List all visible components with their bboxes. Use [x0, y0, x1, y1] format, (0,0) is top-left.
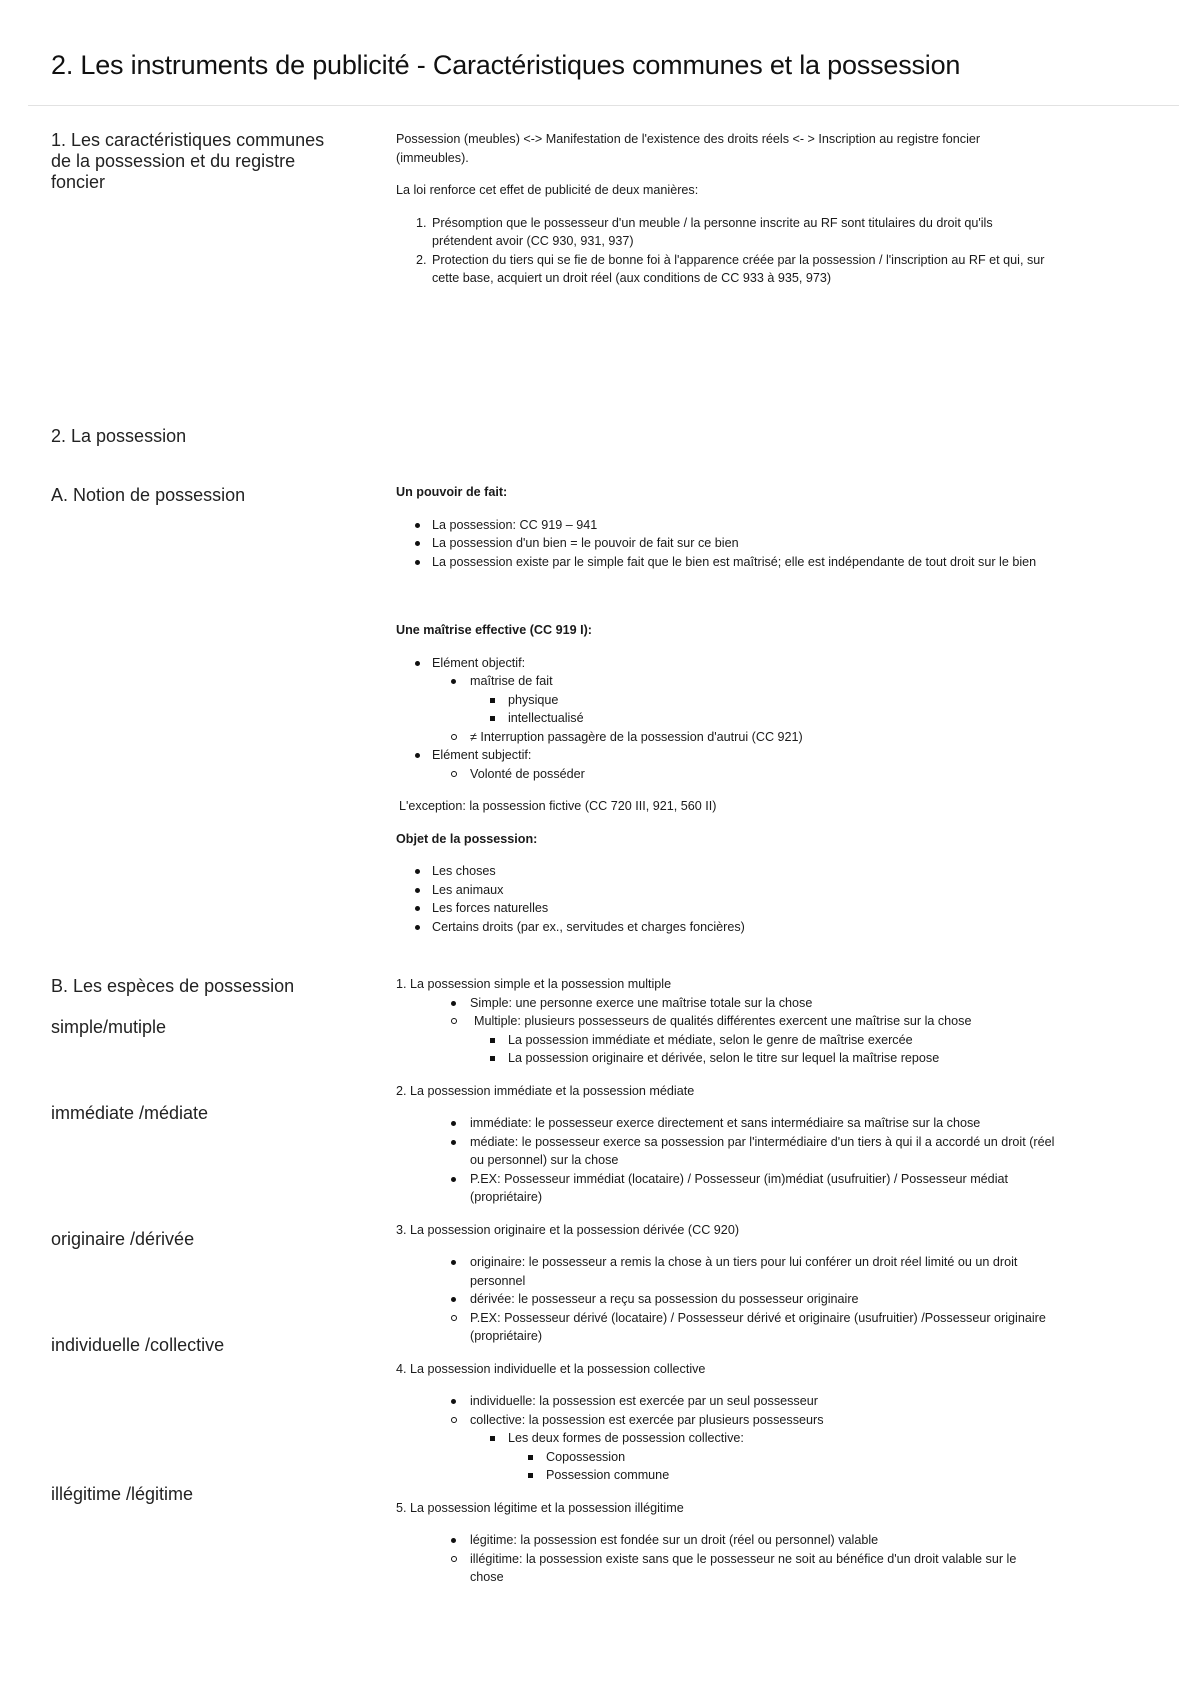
text-line: médiate: le possesseur exerce sa possession par l'intermédiaire d'un tiers à qui il a accordé un droit (réel	[470, 1134, 1055, 1149]
list-item-text: immédiate: le possesseur exerce directement et sans intermédiaire sa maîtrise sur la chose	[470, 1116, 981, 1130]
list-item	[396, 994, 1166, 1013]
list-item-text: Multiple: plusieurs possesseurs de qualités différentes exercent une maîtrise sur la chose	[474, 1014, 972, 1028]
list-item-text: La possession immédiate et médiate, selon le genre de maîtrise exercée	[508, 1032, 913, 1047]
list-item	[396, 1170, 1166, 1207]
kind-title: 1. La possession simple et la possession multiple	[396, 977, 672, 991]
square-bullet-icon	[490, 1436, 495, 1441]
list-item	[396, 1392, 1166, 1411]
bullet-icon	[415, 661, 420, 666]
list-item-text: individuelle: la possession est exercée par un seul possesseur	[470, 1394, 818, 1408]
list-item-text: légitime: la possession est fondée sur un droit (réel ou personnel) valable	[470, 1533, 879, 1547]
subheading-power: Un pouvoir de fait:	[396, 485, 508, 499]
list-item	[396, 516, 1166, 535]
list-item	[396, 1448, 1166, 1467]
list-item	[396, 728, 1166, 747]
bullet-icon	[415, 523, 420, 528]
list-number: 1.	[416, 215, 427, 230]
kind-title: 2. La possession immédiate et la possession médiate	[396, 1083, 695, 1098]
list-item-text: Copossession	[546, 1449, 626, 1464]
subheading-object: Objet de la possession:	[396, 831, 538, 846]
hollow-bullet-icon	[451, 771, 457, 777]
bullet-icon	[415, 888, 420, 893]
hollow-bullet-icon	[451, 1315, 457, 1321]
text-line: P.EX: Possesseur dérivé (locataire) / Possesseur dérivé et originaire (usufruitier) /Possesseur originaire	[470, 1310, 1046, 1325]
text-line: personnel	[470, 1273, 526, 1288]
section-heading-characteristics	[51, 130, 361, 193]
bullet-icon	[451, 1260, 456, 1265]
square-bullet-icon	[528, 1473, 533, 1478]
list-item-text: Les animaux	[432, 882, 504, 897]
list-item	[396, 654, 1166, 673]
list-item-text: Possession commune	[546, 1468, 670, 1482]
section-heading-notion: A. Notion de possession	[51, 485, 246, 505]
list-item	[396, 918, 1166, 937]
list-number: 2.	[416, 252, 427, 267]
kind-originaire-derivee	[396, 1221, 1166, 1346]
bullet-icon	[451, 1538, 456, 1543]
text-line: (propriétaire)	[470, 1190, 543, 1204]
kind-title: 5. La possession légitime et la possession illégitime	[396, 1500, 684, 1515]
paragraph-reinforcement: La loi renforce cet effet de publicité de deux manières:	[396, 183, 699, 197]
label-originaire-derivee: originaire /dérivée	[51, 1229, 195, 1249]
list-item-text: La possession originaire et dérivée, selon le titre sur lequel la maîtrise repose	[508, 1051, 940, 1065]
text-line: illégitime: la possession existe sans que le possesseur ne soit au bénéfice d'un droit valable sur le	[470, 1551, 1017, 1566]
list-item-text: Elément subjectif:	[432, 748, 532, 762]
bullet-icon	[415, 560, 420, 565]
section-body-notion	[396, 483, 1166, 936]
list-item-text: Volonté de posséder	[470, 766, 585, 781]
list-item-text: collective: la possession est exercée par plusieurs possesseurs	[470, 1412, 824, 1427]
list-item	[396, 553, 1166, 572]
list-item	[396, 691, 1166, 710]
label-illegitime-legitime: illégitime /légitime	[51, 1484, 194, 1504]
label-immediate-mediate: immédiate /médiate	[51, 1103, 209, 1123]
list-item	[396, 1290, 1166, 1309]
square-bullet-icon	[490, 1038, 495, 1043]
list-item-text: Certains droits (par ex., servitudes et charges foncières)	[432, 919, 745, 934]
list-item	[396, 1031, 1166, 1050]
paragraph-exception: L'exception: la possession fictive (CC 720 III, 921, 560 II)	[399, 799, 717, 813]
list-item-text: dérivée: le possesseur a reçu sa possession du possesseur originaire	[470, 1292, 859, 1306]
list-item	[396, 1466, 1166, 1485]
kind-title: 3. La possession originaire et la possession dérivée (CC 920)	[396, 1222, 740, 1237]
bullet-icon	[415, 541, 420, 546]
bullet-list-object	[396, 862, 1166, 936]
heading-line: de la possession et du registre	[51, 151, 296, 171]
bullet-icon	[451, 1001, 456, 1006]
text-line: chose	[470, 1570, 504, 1584]
list-item	[396, 534, 1166, 553]
list-item-text: physique	[508, 692, 559, 707]
section-body-characteristics	[396, 130, 1166, 288]
list-item-text: La possession existe par le simple fait que le bien est maîtrisé; elle est indépendante de tout droit sur le bien	[432, 554, 1037, 569]
bullet-icon	[451, 1140, 456, 1145]
list-item	[396, 1429, 1166, 1448]
list-item	[396, 1253, 1166, 1290]
list-item	[396, 1012, 1166, 1031]
numbered-list	[396, 214, 1166, 288]
section-heading-kinds: B. Les espèces de possession	[51, 976, 295, 996]
text-line: ou personnel) sur la chose	[470, 1153, 619, 1167]
square-bullet-icon	[528, 1455, 533, 1460]
list-item-text: Simple: une personne exerce une maîtrise totale sur la chose	[470, 995, 813, 1010]
list-item	[396, 1114, 1166, 1133]
bullet-list-power	[396, 516, 1166, 572]
text-line: prétendent avoir (CC 930, 931, 937)	[432, 234, 634, 248]
list-item-text: La possession: CC 919 – 941	[432, 517, 598, 532]
bullet-icon	[451, 679, 456, 684]
text-line: Protection du tiers qui se fie de bonne foi à l'apparence créée par la possession / l'inscription au RF et qui, sur	[432, 252, 1045, 267]
list-item	[396, 1550, 1166, 1587]
list-item-text: Les choses	[432, 864, 496, 878]
label-simple-multiple: simple/mutiple	[51, 1017, 167, 1037]
subheading-control: Une maîtrise effective (CC 919 I):	[396, 623, 592, 637]
bullet-icon	[415, 906, 420, 911]
page-title: 2. Les instruments de publicité - Caractéristiques communes et la possession	[51, 50, 961, 80]
list-item	[396, 862, 1166, 881]
hollow-bullet-icon	[451, 1417, 457, 1423]
list-item	[396, 1531, 1166, 1550]
list-item	[396, 672, 1166, 691]
bullet-icon	[451, 1177, 456, 1182]
bullet-icon	[415, 753, 420, 758]
list-item	[396, 1049, 1166, 1068]
text-line: originaire: le possesseur a remis la chose à un tiers pour lui conférer un droit réel limité ou un droit	[470, 1255, 1018, 1269]
list-item-text: ≠ Interruption passagère de la possession d'autrui (CC 921)	[470, 729, 803, 744]
heading-line: foncier	[51, 172, 106, 192]
list-item	[396, 899, 1166, 918]
title-divider	[28, 105, 1179, 106]
hollow-bullet-icon	[451, 1018, 457, 1024]
list-item-text: Elément objectif:	[432, 655, 526, 670]
kind-immediate-mediate	[396, 1082, 1166, 1207]
hollow-bullet-icon	[451, 1556, 457, 1562]
list-item-text: Les forces naturelles	[432, 901, 549, 915]
text-line: (immeubles).	[396, 150, 469, 165]
list-item-text: Les deux formes de possession collective:	[508, 1431, 744, 1445]
text-line: Possession (meubles) <-> Manifestation de l'existence des droits réels <- > Inscription au registre foncier	[396, 132, 981, 146]
square-bullet-icon	[490, 698, 495, 703]
square-bullet-icon	[490, 716, 495, 721]
text-line: cette base, acquiert un droit réel (aux conditions de CC 933 à 935, 973)	[432, 271, 832, 285]
bullet-icon	[415, 925, 420, 930]
list-item-text: La possession d'un bien = le pouvoir de fait sur ce bien	[432, 536, 739, 550]
kind-title: 4. La possession individuelle et la possession collective	[396, 1361, 706, 1376]
list-item	[396, 881, 1166, 900]
bullet-list-control	[396, 654, 1166, 784]
text-line: P.EX: Possesseur immédiat (locataire) / Possesseur (im)médiat (usufruitier) / Possesseur médiat	[470, 1171, 1008, 1186]
square-bullet-icon	[490, 1056, 495, 1061]
intro-paragraph	[396, 130, 1166, 167]
list-item	[396, 1309, 1166, 1346]
list-item-text: intellectualisé	[508, 711, 584, 725]
section-body-kinds	[396, 975, 1166, 1587]
kind-simple-multiple	[396, 975, 1166, 1068]
text-line: Présomption que le possesseur d'un meuble / la personne inscrite au RF sont titulaires du droit qu'ils	[432, 215, 993, 230]
bullet-icon	[451, 1399, 456, 1404]
text-line: (propriétaire)	[470, 1329, 543, 1343]
heading-line: 1. Les caractéristiques communes	[51, 130, 325, 150]
list-item	[396, 251, 1166, 288]
bullet-icon	[415, 869, 420, 874]
section-heading-possession: 2. La possession	[51, 426, 187, 446]
bullet-icon	[451, 1121, 456, 1126]
kind-individuelle-collective	[396, 1360, 1166, 1485]
list-item	[396, 214, 1166, 251]
list-item	[396, 1411, 1166, 1430]
label-individuelle-collective: individuelle /collective	[51, 1335, 225, 1355]
bullet-icon	[451, 1297, 456, 1302]
kind-legitime-illegitime	[396, 1499, 1166, 1587]
list-item	[396, 746, 1166, 765]
hollow-bullet-icon	[451, 734, 457, 740]
list-item	[396, 709, 1166, 728]
list-item	[396, 1133, 1166, 1170]
list-item-text: maîtrise de fait	[470, 674, 553, 688]
list-item	[396, 765, 1166, 784]
